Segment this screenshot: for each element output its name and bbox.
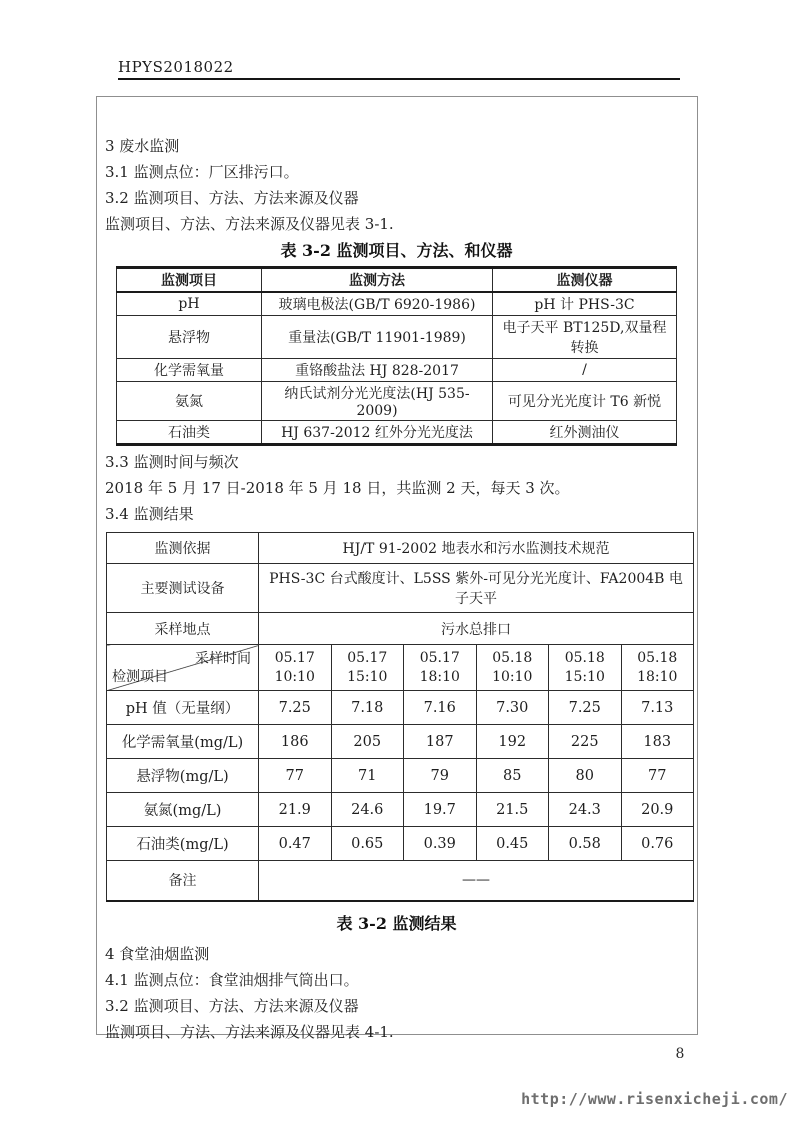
document-code: HPYS2018022 [118, 58, 234, 76]
sample-time-col: 05.17 10:10 [259, 645, 332, 691]
table-row-oil: 石油类(mg/L) 0.47 0.65 0.39 0.45 0.58 0.76 [107, 827, 694, 861]
results-basis-value: HJ/T 91-2002 地表水和污水监测技术规范 [259, 533, 694, 564]
diagonal-header-cell [107, 645, 259, 691]
sampling-time-header-row [107, 645, 694, 691]
results-table [106, 532, 694, 902]
diagonal-label-item: 检测项目 [112, 669, 168, 685]
methods-col-item: 监测项目 [117, 268, 262, 293]
diagonal-label-time: 采样时间 [195, 651, 251, 667]
page-content-frame [96, 96, 698, 1041]
watermark-url: http://www.risenxicheji.com/ [521, 1090, 788, 1108]
section3-time-line: 2018 年 5 月 17 日-2018 年 5 月 18 日，共监测 2 天，每天 3 次。 [105, 479, 570, 497]
table-row-nh3: 氨氮(mg/L) 21.9 24.6 19.7 21.5 24.3 20.9 [107, 793, 694, 827]
methods-table-title: 表 3-2 监测项目、方法、和仪器 [280, 241, 513, 260]
results-basis-label: 监测依据 [107, 533, 259, 564]
section3-items-line: 3.2 监测项目、方法、方法来源及仪器 [105, 189, 359, 207]
methods-col-method: 监测方法 [262, 268, 493, 293]
table-row-ph: pH 值（无量纲） 7.25 7.18 7.16 7.30 7.25 7.13 [107, 691, 694, 725]
section4-items-line: 3.2 监测项目、方法、方法来源及仪器 [105, 996, 359, 1015]
section4-ref-line: 监测项目、方法、方法来源及仪器见表 4-1. [105, 1022, 394, 1041]
section4-heading: 4 食堂油烟监测 [105, 944, 210, 963]
results-table-title: 表 3-2 监测结果 [336, 913, 457, 933]
table-row-remark [107, 861, 694, 901]
sample-time-col: 05.18 15:10 [549, 645, 622, 691]
section3-result-heading: 3.4 监测结果 [105, 505, 194, 523]
sample-time-col: 05.18 18:10 [621, 645, 694, 691]
table-row [107, 533, 694, 564]
sample-time-col: 05.18 10:10 [476, 645, 549, 691]
sample-time-col: 05.17 15:10 [331, 645, 404, 691]
results-equipment-value: PHS-3C 台式酸度计、L5SS 紫外-可见分光光度计、FA2004B 电子天平 [259, 564, 694, 613]
results-location-label: 采样地点 [107, 613, 259, 645]
methods-table [116, 266, 677, 446]
section3-ref-line: 监测项目、方法、方法来源及仪器见表 3-1. [105, 215, 394, 233]
section3-point-line: 3.1 监测点位：厂区排污口。 [105, 163, 299, 181]
methods-col-instrument: 监测仪器 [493, 268, 677, 293]
table-row [107, 564, 694, 613]
table-row: 氨氮 纳氏试剂分光光度法(HJ 535-2009) 可见分光光度计 T6 新悦 [117, 382, 677, 421]
table-row-cod: 化学需氧量(mg/L) 186 205 187 192 225 183 [107, 725, 694, 759]
table-row: pH 玻璃电极法(GB/T 6920-1986) pH 计 PHS-3C [117, 292, 677, 316]
remark-label: 备注 [107, 861, 259, 901]
table-row: 石油类 HJ 637-2012 红外分光光度法 红外测油仪 [117, 421, 677, 445]
results-equipment-label: 主要测试设备 [107, 564, 259, 613]
remark-value: —— [259, 861, 694, 901]
table-row [107, 613, 694, 645]
section4-point-line: 4.1 监测点位：食堂油烟排气筒出口。 [105, 970, 359, 989]
section3-heading: 3 废水监测 [105, 137, 180, 155]
table-row: 化学需氧量 重铬酸盐法 HJ 828-2017 / [117, 359, 677, 382]
sample-time-col: 05.17 18:10 [404, 645, 477, 691]
results-location-value: 污水总排口 [259, 613, 694, 645]
table-row: 悬浮物 重量法(GB/T 11901-1989) 电子天平 BT125D,双量程转换 [117, 316, 677, 359]
table-row-ss: 悬浮物(mg/L) 77 71 79 85 80 77 [107, 759, 694, 793]
header-rule [118, 78, 680, 80]
page-number: 8 [675, 1046, 685, 1062]
section3-time-heading: 3.3 监测时间与频次 [105, 453, 239, 471]
methods-header-row [117, 268, 677, 293]
